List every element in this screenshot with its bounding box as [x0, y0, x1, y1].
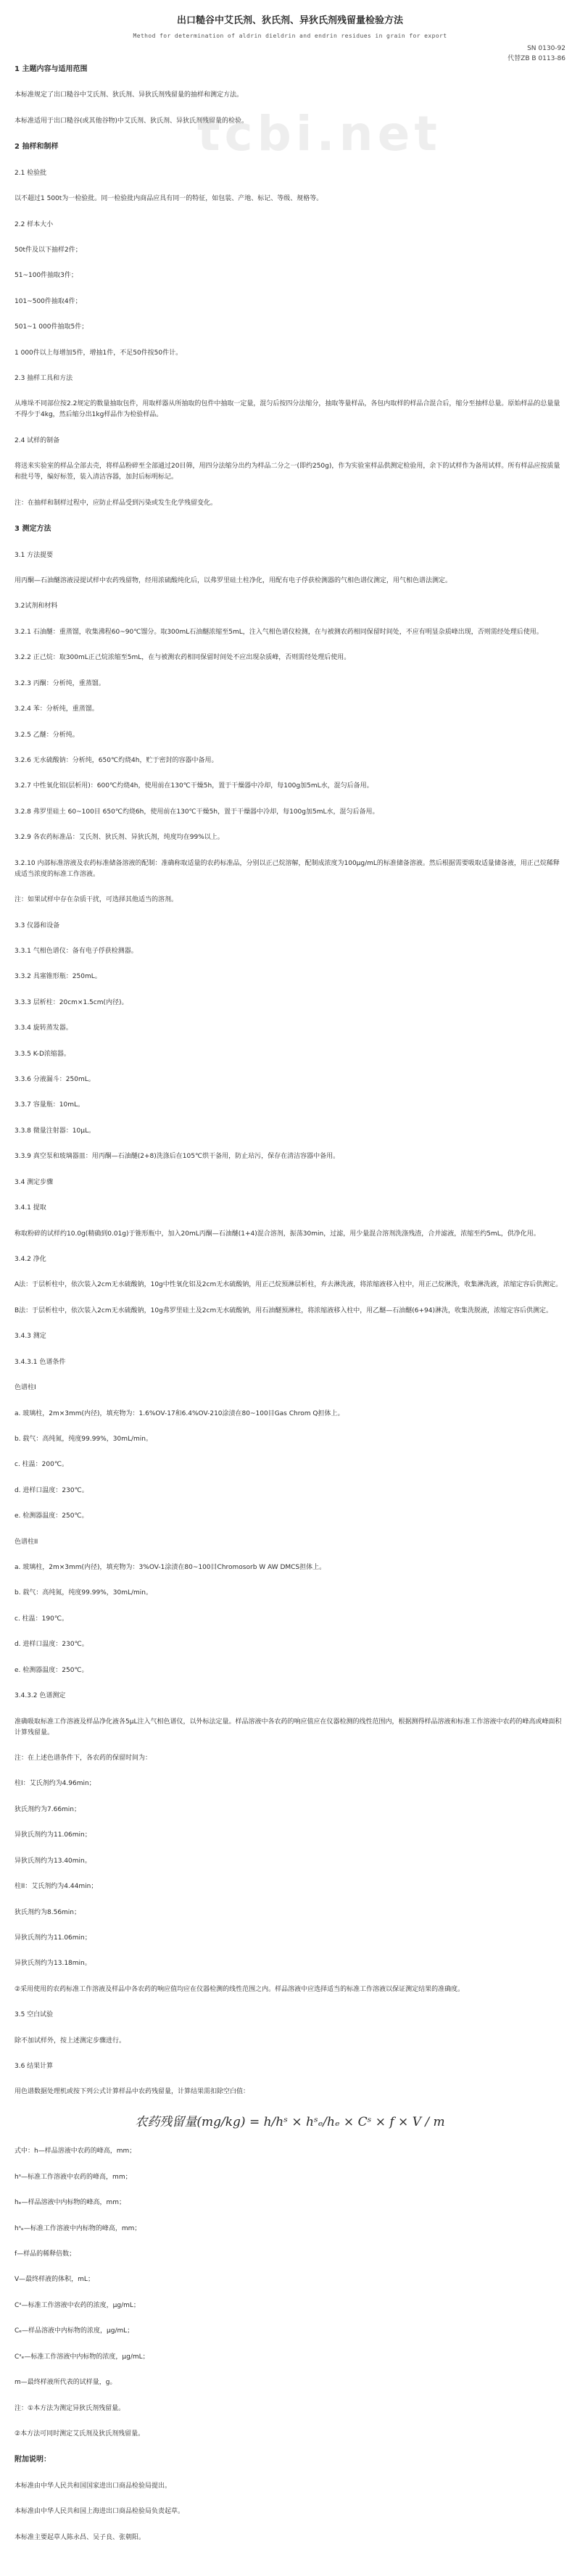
body-paragraph: d. 进样口温度：230℃。 — [14, 1641, 88, 1649]
body-paragraph: 狄氏剂约为8.56min； — [14, 1908, 81, 1916]
body-paragraph: 3.2.3 丙酮：分析纯，重蒸馏。 — [14, 679, 105, 687]
body-paragraph: 3.4.2 净化 — [14, 1255, 46, 1263]
document-body — [14, 64, 566, 2543]
body-paragraph: 3.3.4 旋转蒸发器。 — [14, 1024, 72, 1032]
body-paragraph: 3.4.3.2 色谱测定 — [14, 1692, 66, 1700]
body-paragraph: A法：于层析柱中，依次装入2cm无水硫酸钠，10g中性氧化铝及2cm无水硫酸钠，用正己烷预淋层析柱，弃去淋洗液，将浓缩液移入柱中，用正己烷淋洗，收集淋洗液，浓缩定容后供测定。 — [14, 1281, 563, 1289]
body-paragraph: 3.2.8 弗罗里硅土 60~100目 650℃灼烧6h，使用前在130℃干燥5h，置于干燥器中冷却，每100g加5mL水，混匀后备用。 — [14, 808, 379, 816]
body-paragraph: B法：于层析柱中，依次装入2cm无水硫酸钠，10g弗罗里硅土及2cm无水硫酸钠，用石油醚预淋柱，将浓缩液移入柱中，用乙醚—石油醚(6+94)淋洗，收集洗脱液，浓缩定容后供测定。 — [14, 1306, 552, 1314]
body-paragraph: 式中：h—样品溶液中农药的峰高，mm； — [14, 2148, 136, 2155]
body-paragraph: 将送来实验室的样品全部去壳，将样品粉碎至全部通过20目筛，用四分法缩分出约为样品二分之一(即约250g)，作为实验室样品供测定检验用，余下的试样作为备用试样。所有样品应按质量和批号等，编好标签，装入清洁容器，加封后标明标记。 — [14, 463, 560, 481]
body-paragraph: Cˢₑ—标准工作溶液中内标物的浓度，μg/mL； — [14, 2353, 149, 2361]
body-paragraph: 3.3.3 层析柱：20cm×1.5cm(内径)。 — [14, 998, 128, 1006]
body-paragraph: 注：①本方法为测定异狄氏剂残留量。 — [14, 2404, 125, 2412]
body-paragraph: 从堆垛不同部位按2.2规定的数量抽取包件，用取样器从所抽取的包件中抽取一定量，混匀后按四分法缩分，抽取等量样品，各包内取样的样品合混合后，缩分至抽样总量。原始样品的总量量不得少于4kg，然后缩分出1kg样品作为检验样品。 — [14, 400, 560, 419]
body-paragraph: d. 进样口温度：230℃。 — [14, 1486, 88, 1494]
body-paragraph: 3.3.9 真空泵和玻璃器皿：用丙酮—石油醚(2+8)洗涤后在105℃烘干备用，防止玷污，保存在清洁容器中备用。 — [14, 1153, 340, 1161]
body-paragraph: 本标准规定了出口糙谷中艾氏剂、狄氏剂、异狄氏剂残留量的抽样和测定方法。 — [14, 91, 244, 99]
body-paragraph: 异狄氏剂约为13.18min。 — [14, 1960, 91, 1968]
watermark: tcbi.net — [197, 106, 442, 162]
body-paragraph: 异狄氏剂约为11.06min； — [14, 1934, 91, 1942]
body-paragraph: 2.4 试样的制备 — [14, 436, 60, 444]
body-paragraph: 3.2.2 正己烷：取300mL正己烷浓缩至5mL，在与被测农药相同保留时间处不应出现杂质峰，否则需经处理后使用。 — [14, 654, 351, 662]
body-paragraph: 3.2.1 石油醚：重蒸馏，收集沸程60~90℃馏分。取300mL石油醚浓缩至5mL，注入气相色谱仪检测，在与被测农药相同保留时间处，不应有明显杂质峰出现，否则需经处理后使用。 — [14, 628, 543, 636]
body-paragraph: 3.2试剂和材料 — [14, 602, 58, 610]
body-paragraph: b. 载气：高纯氮，纯度99.99%，30mL/min。 — [14, 1435, 152, 1443]
body-paragraph: 51~100件抽取3件； — [14, 272, 78, 280]
body-paragraph: 3.3 仪器和设备 — [14, 922, 60, 929]
body-paragraph: 注：在上述色谱条件下，各农药的保留时间为： — [14, 1755, 152, 1762]
body-paragraph: f—样品的稀释倍数； — [14, 2250, 76, 2258]
body-paragraph: 501~1 000件抽取5件； — [14, 323, 88, 331]
body-paragraph: a. 玻璃柱，2m×3mm(内径)，填充物为：3%OV-1涂渍在80~100目Chromosorb W AW DMCS担体上。 — [14, 1564, 326, 1572]
section-heading: 附加说明： — [14, 2456, 51, 2464]
body-paragraph: 狄氏剂约为7.66min； — [14, 1805, 81, 1813]
body-paragraph: c. 柱温：200℃。 — [14, 1461, 68, 1469]
body-paragraph: 3.3.2 具塞锥形瓶：250mL。 — [14, 973, 102, 981]
body-paragraph: 柱I：艾氏剂约为4.96min； — [14, 1780, 96, 1788]
calculation-formula — [14, 2113, 566, 2132]
body-paragraph: c. 柱温：190℃。 — [14, 1615, 68, 1623]
body-paragraph: 柱II：艾氏剂约为4.44min； — [14, 1883, 98, 1891]
body-paragraph: 3.3.8 微量注射器：10μL。 — [14, 1127, 95, 1135]
section-heading: 3 测定方法 — [14, 525, 51, 534]
body-paragraph: 称取粉碎的试样约10.0g(精确到0.01g)于锥形瓶中，加入20mL丙酮—石油醚(1+4)混合溶剂，振荡30min，过滤，用少量混合溶剂洗涤残渣，合并滤液，浓缩至约5mL，供净化用。 — [14, 1230, 540, 1238]
body-paragraph: 3.3.5 K-D浓缩器。 — [14, 1050, 70, 1058]
body-paragraph: 2.1 检验批 — [14, 169, 47, 177]
body-paragraph: ②本方法可同时测定艾氏剂及狄氏剂残留量。 — [14, 2430, 145, 2438]
body-paragraph: a. 玻璃柱，2m×3mm(内径)，填充物为：1.6%OV-17和6.4%OV-210涂渍在80~100目Gas Chrom Q担体上。 — [14, 1409, 344, 1417]
body-paragraph: 3.3.7 容量瓶：10mL。 — [14, 1101, 84, 1109]
standard-code: SN 0130-92 — [527, 45, 566, 52]
body-paragraph: 1 000件以上每增加5件，增抽1件，不足50件按50件计。 — [14, 349, 183, 357]
body-paragraph: 3.5 空白试验 — [14, 2011, 54, 2019]
body-paragraph: b. 载气：高纯氮，纯度99.99%，30mL/min。 — [14, 1589, 152, 1597]
section-heading: 1 主题内容与适用范围 — [14, 65, 88, 73]
body-paragraph: 3.2.4 苯：分析纯，重蒸馏。 — [14, 705, 99, 713]
body-paragraph: m—最终样液所代表的试样量，g。 — [14, 2379, 117, 2387]
body-paragraph: 50t件及以下抽样2件； — [14, 246, 82, 254]
body-paragraph: 本标准由中华人民共和国国家进出口商品检验局提出。 — [14, 2482, 172, 2490]
body-paragraph: 3.4.3 测定 — [14, 1333, 46, 1341]
formula-lhs: 农药残留量(mg/kg) — [135, 2114, 246, 2129]
body-paragraph: 以不超过1 500t为一检验批。同一检验批内商品应具有同一的特征，如包装、产地、标记、等级、规格等。 — [14, 195, 323, 203]
body-paragraph: 3.2.6 无水硫酸钠：分析纯，650℃灼烧4h，贮于密封的容器中备用。 — [14, 756, 218, 764]
body-paragraph: 用丙酮—石油醚溶液浸提试样中农药残留物，经用浓硫酸纯化后，以弗罗里硅土柱净化，用配有电子俘获检测器的气相色谱仪测定，用气相色谱法测定。 — [14, 577, 452, 585]
body-paragraph: V—最终样液的体积，mL； — [14, 2276, 94, 2284]
body-paragraph: hₑ—样品溶液中内标物的峰高，mm； — [14, 2199, 125, 2207]
formula-rhs: = h/hˢ × hˢₑ/hₑ × Cˢ × f × V / m — [249, 2114, 445, 2129]
body-paragraph: 色谱柱I — [14, 1384, 36, 1392]
body-paragraph: 3.4.1 提取 — [14, 1204, 46, 1212]
body-paragraph: 异狄氏剂约为11.06min； — [14, 1831, 91, 1839]
body-paragraph: e. 检测器温度：250℃。 — [14, 1666, 88, 1674]
body-paragraph: 3.4.3.1 色谱条件 — [14, 1358, 66, 1366]
body-paragraph: 除不加试样外，按上述测定步骤进行。 — [14, 2037, 126, 2045]
body-paragraph: 3.1 方法提要 — [14, 551, 54, 559]
replaced-standard-code: 代替ZB B 0113-86 — [508, 55, 566, 62]
document-title: 出口糙谷中艾氏剂、狄氏剂、异狄氏剂残留量检验方法 — [176, 15, 403, 26]
body-paragraph: 3.2.9 各农药标准品：艾氏剂、狄氏剂、异狄氏剂，纯度均在99%以上。 — [14, 834, 224, 842]
section-heading: 2 抽样和制样 — [14, 143, 59, 152]
body-paragraph: 色谱柱II — [14, 1538, 38, 1546]
body-paragraph: 注：在抽样和制样过程中，应防止样品受到污染或发生化学残留变化。 — [14, 499, 218, 507]
body-paragraph: 3.3.1 气相色谱仪：备有电子俘获检测器。 — [14, 947, 138, 955]
body-paragraph: 准确吸取标准工作溶液及样品净化液各5μL注入气相色谱仪，以外标法定量。样品溶液中各农药的响应值应在仪器检测的线性范围内，根据测得样品溶液和标准工作溶液中农药的峰高或峰面积计算残留量。 — [14, 1718, 562, 1736]
body-paragraph: 101~500件抽取4件； — [14, 297, 82, 305]
body-paragraph: hˢ—标准工作溶液中农药的峰高，mm； — [14, 2173, 132, 2181]
body-paragraph: ②采用使用的农药标准工作溶液及样品中各农药的响应值均应在仪器检测的线性范围之内。样品溶液中应选择适当的标准工作溶液以保证测定结果的准确度。 — [14, 1985, 465, 1993]
body-paragraph: 本标准主要起草人陈永昌、吴子良、张朝阳。 — [14, 2533, 146, 2541]
body-paragraph: 本标准适用于出口糙谷(或其他谷物)中艾氏剂、狄氏剂、异狄氏剂残留量的检验。 — [14, 117, 249, 125]
body-paragraph: 2.3 抽样工具和方法 — [14, 375, 73, 383]
body-paragraph: 3.2.7 中性氧化铝(层析用)：600℃灼烧4h，使用前在130℃干燥5h，置于干燥器中冷却，每100g加5mL水，混匀后备用。 — [14, 782, 373, 790]
body-paragraph: 本标准由中华人民共和国上海进出口商品检验局负责起草。 — [14, 2508, 185, 2516]
document-subtitle: Method for determination of aldrin dieldrin and endrin residues in grain for export — [133, 33, 447, 39]
body-paragraph: 3.2.10 内部标准溶液及农药标准储备溶液的配制：准确称取适量的农药标准品，分别以正己烷溶解，配制成浓度为100μg/mL的标准储备溶液。然后根据需要吸取适量储备液，用正己烷稀释成适当浓度的标准工作溶液。 — [14, 859, 560, 878]
body-paragraph: 注：如果试样中存在杂质干扰，可选择其他适当的溶剂。 — [14, 896, 178, 904]
body-paragraph: 3.4 测定步骤 — [14, 1178, 54, 1186]
body-paragraph: Cₑ—样品溶液中内标物的浓度，μg/mL； — [14, 2327, 134, 2335]
body-paragraph: 用色谱数据处理机或按下列公式计算样品中农药残留量，计算结果需扣除空白值： — [14, 2088, 250, 2096]
body-paragraph: hˢₑ—标准工作溶液中内标物的峰高，mm； — [14, 2224, 141, 2232]
body-paragraph: 2.2 样本大小 — [14, 220, 54, 228]
body-paragraph: 3.2.5 乙醚：分析纯。 — [14, 731, 79, 739]
body-paragraph: Cˢ—标准工作溶液中农药的浓度，μg/mL； — [14, 2301, 140, 2309]
body-paragraph: 异狄氏剂约为13.40min。 — [14, 1857, 91, 1865]
body-paragraph: 3.6 结果计算 — [14, 2063, 54, 2071]
body-paragraph: e. 检测器温度：250℃。 — [14, 1512, 88, 1520]
body-paragraph: 3.3.6 分液漏斗：250mL。 — [14, 1076, 95, 1084]
